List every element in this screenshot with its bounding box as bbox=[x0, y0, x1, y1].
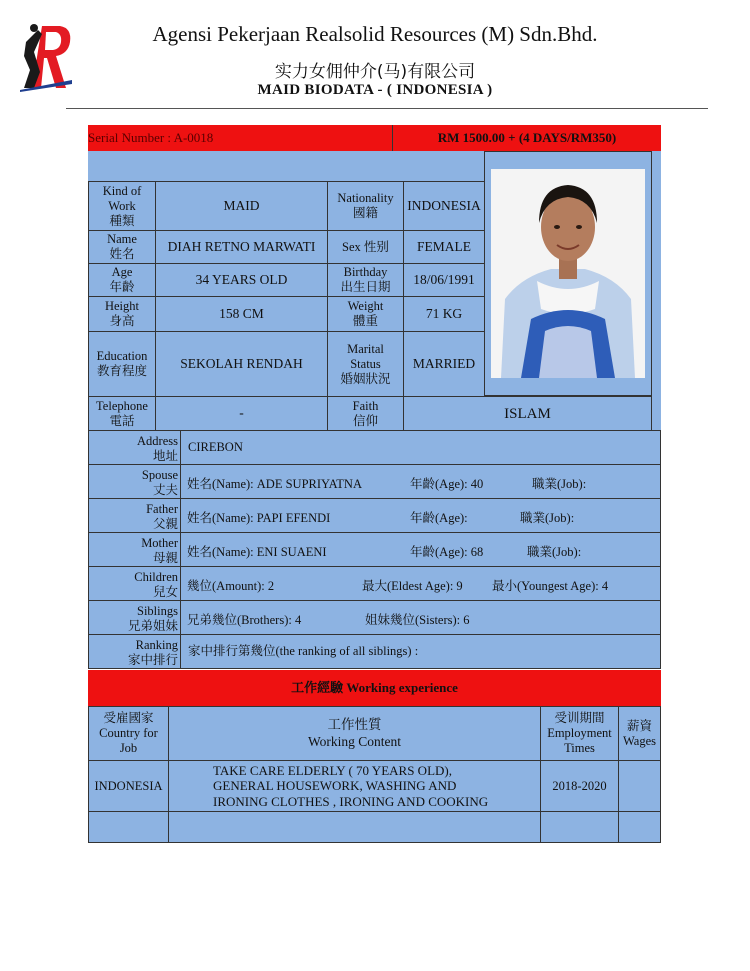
country-header: 受雇國家 Country for Job bbox=[88, 706, 169, 761]
name-label: Name 姓名 bbox=[88, 230, 156, 264]
sex-value: FEMALE bbox=[403, 230, 485, 264]
ranking-label: Ranking 家中排行 bbox=[88, 634, 181, 669]
siblings-label: Siblings 兄弟姐妹 bbox=[88, 600, 181, 635]
birthday-label: Birthday 出生日期 bbox=[327, 263, 404, 297]
kind-of-work-label: Kind of Work 種類 bbox=[88, 181, 156, 231]
marital-status-value: MARRIED bbox=[403, 331, 485, 397]
experience-content: TAKE CARE ELDERLY ( 70 YEARS OLD), GENERAL HOUSEWORK, WASHING AND IRONING CLOTHES , IRONING AND COOKING bbox=[168, 760, 541, 812]
telephone-value: - bbox=[155, 396, 328, 431]
empty-cell bbox=[618, 811, 661, 843]
height-value: 158 CM bbox=[155, 296, 328, 332]
company-name-chinese: 实力女佣仲介(马)有限公司 bbox=[274, 62, 476, 82]
empty-cell bbox=[168, 811, 541, 843]
weight-label: Weight 體重 bbox=[327, 296, 404, 332]
maid-photo bbox=[491, 169, 645, 378]
birthday-value: 18/06/1991 bbox=[403, 263, 485, 297]
times-header: 受训期間 Employment Times bbox=[540, 706, 619, 761]
serial-number: Serial Number : A-0018 bbox=[88, 130, 214, 145]
work-experience-title: 工作經驗 Working experience bbox=[291, 680, 458, 695]
header-divider bbox=[66, 108, 708, 109]
wages-header: 薪資 Wages bbox=[618, 706, 661, 761]
mother-age: 年齡(Age): 68 bbox=[410, 545, 484, 559]
education-label: Education 教育程度 bbox=[88, 331, 156, 397]
spouse-name: 姓名(Name): ADE SUPRIYATNA bbox=[187, 477, 362, 491]
siblings-sisters: 姐妹幾位(Sisters): 6 bbox=[365, 613, 470, 627]
mother-name: 姓名(Name): ENI SUAENI bbox=[187, 545, 327, 559]
education-value: SEKOLAH RENDAH bbox=[155, 331, 328, 397]
father-age: 年齡(Age): bbox=[410, 511, 468, 525]
experience-country: INDONESIA bbox=[88, 760, 169, 812]
right-edge-strip bbox=[651, 151, 661, 431]
empty-cell bbox=[88, 811, 169, 843]
company-name: Agensi Pekerjaan Realsolid Resources (M) Sdn.Bhd. bbox=[152, 22, 598, 46]
experience-times: 2018-2020 bbox=[540, 760, 619, 812]
siblings-brothers: 兄弟幾位(Brothers): 4 bbox=[187, 613, 302, 627]
empty-cell bbox=[540, 811, 619, 843]
ranking-value: 家中排行第幾位(the ranking of all siblings) : bbox=[180, 634, 661, 669]
telephone-label: Telephone 電話 bbox=[88, 396, 156, 431]
height-label: Height 身高 bbox=[88, 296, 156, 332]
content-header: 工作性質 Working Content bbox=[168, 706, 541, 761]
nationality-value: INDONESIA bbox=[403, 181, 485, 231]
weight-value: 71 KG bbox=[403, 296, 485, 332]
father-name: 姓名(Name): PAPI EFENDI bbox=[187, 511, 331, 525]
experience-wages bbox=[618, 760, 661, 812]
spouse-age: 年齡(Age): 40 bbox=[410, 477, 484, 491]
father-label: Father 父親 bbox=[88, 498, 181, 533]
faith-value: ISLAM bbox=[403, 396, 652, 431]
spouse-job: 職業(Job): bbox=[532, 477, 587, 491]
address-value: CIREBON bbox=[180, 430, 661, 465]
faith-label: Faith 信仰 bbox=[327, 396, 404, 431]
mother-label: Mother 母親 bbox=[88, 532, 181, 567]
father-job: 職業(Job): bbox=[520, 511, 575, 525]
name-value: DIAH RETNO MARWATI bbox=[155, 230, 328, 264]
spouse-label: Spouse 丈夫 bbox=[88, 464, 181, 499]
children-youngest: 最小(Youngest Age): 4 bbox=[492, 579, 609, 593]
age-label: Age 年齡 bbox=[88, 263, 156, 297]
document-title: MAID BIODATA - ( INDONESIA ) bbox=[257, 82, 493, 98]
mother-job: 職業(Job): bbox=[527, 545, 582, 559]
children-label: Children 兒女 bbox=[88, 566, 181, 601]
children-eldest: 最大(Eldest Age): 9 bbox=[362, 579, 463, 593]
marital-status-label: Marital Status 婚姻狀況 bbox=[327, 331, 404, 397]
age-value: 34 YEARS OLD bbox=[155, 263, 328, 297]
children-amount: 幾位(Amount): 2 bbox=[187, 579, 275, 593]
address-label: Address 地址 bbox=[88, 430, 181, 465]
price: RM 1500.00 + (4 DAYS/RM350) bbox=[437, 130, 617, 145]
sex-label: Sex 性别 bbox=[327, 230, 404, 264]
kind-of-work-value: MAID bbox=[155, 181, 328, 231]
nationality-label: Nationality 國籍 bbox=[327, 181, 404, 231]
